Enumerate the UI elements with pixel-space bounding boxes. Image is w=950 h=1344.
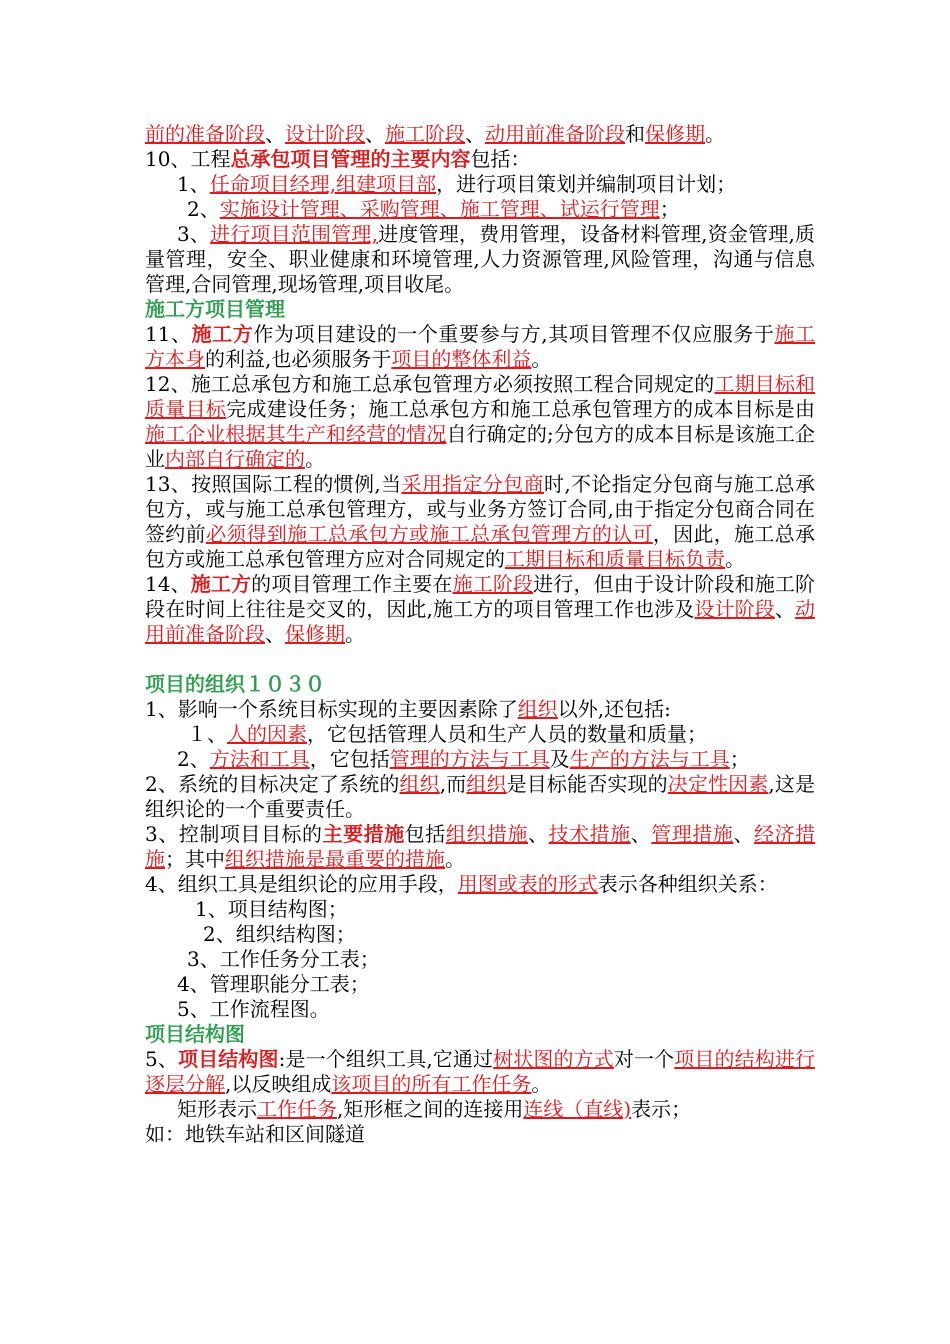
text: 进度管理，费用管理，设备材料管理,资金管理,质量管理，安全、职业健康和环境管理,人力资源管理,风险管理，沟通与信息管理,合同管理,现场管理,项目收尾。 xyxy=(145,222,815,296)
text: 、 xyxy=(630,822,652,846)
paragraph-q1-1 xyxy=(145,722,815,747)
bold-term: 主要措施 xyxy=(322,822,405,846)
text: 、 xyxy=(774,597,796,621)
text: 包括： xyxy=(470,147,531,171)
tool-item-2: 2、组织结构图； xyxy=(203,922,356,946)
underlined-term: 进行项目范围管理, xyxy=(210,222,378,246)
underlined-term: 设计阶段 xyxy=(285,122,365,146)
paragraph-q3 xyxy=(145,822,815,872)
text: 3、 xyxy=(177,222,211,246)
document-page xyxy=(145,122,815,1147)
paragraph-10-2 xyxy=(145,197,815,222)
text: 对一个 xyxy=(613,1047,675,1071)
underlined-term: 方法和工具 xyxy=(209,747,310,771)
text: 以外,还包括: xyxy=(557,697,671,721)
text: 、 xyxy=(265,122,285,146)
text: ； xyxy=(659,197,680,221)
text: ,这是组织论的一个重要责任。 xyxy=(145,772,816,821)
text: 及 xyxy=(549,747,570,771)
text: 5、 xyxy=(145,1047,178,1071)
underlined-term: 决定性因素 xyxy=(667,772,769,796)
underlined-term: 人的因素 xyxy=(227,722,307,746)
paragraph-q4 xyxy=(145,872,815,897)
underlined-term: 工期目标和质量目标 xyxy=(145,372,816,421)
text: 。 xyxy=(531,347,552,371)
underlined-term: 连线（直线) xyxy=(523,1097,632,1121)
paragraph-10 xyxy=(145,147,815,172)
text: ，因此，施工总承包方或施工总承包管理方应对合同规定的 xyxy=(145,522,815,571)
paragraph-12 xyxy=(145,372,815,472)
paragraph-q1 xyxy=(145,697,815,722)
text: ，它包括管理人员和生产人员的数量和质量； xyxy=(307,722,707,746)
text: 矩形表示 xyxy=(177,1097,257,1121)
text: 表示各种组织关系： xyxy=(597,872,778,896)
section-heading-organization: 项目的组织１０３０ xyxy=(145,672,325,696)
text: 。 xyxy=(305,447,325,471)
text: ；其中 xyxy=(165,847,225,871)
underlined-term: 施工方本身 xyxy=(145,322,816,371)
text: 1、影响一个系统目标实现的主要因素除了 xyxy=(145,697,518,721)
text: ,以反映组成 xyxy=(225,1072,332,1096)
underlined-term: 工期目标和质量目标负责 xyxy=(505,547,725,571)
text: １、 xyxy=(187,722,227,746)
text: 表示； xyxy=(631,1097,692,1121)
bold-term: 项目结构图 xyxy=(177,1047,279,1071)
section-heading-construction: 施工方项目管理 xyxy=(145,297,285,321)
underlined-term: 组织 xyxy=(466,772,507,796)
underlined-term: 管理措施 xyxy=(651,822,734,846)
text: 、 xyxy=(465,122,485,146)
text: ，它包括 xyxy=(309,747,390,771)
text: 。 xyxy=(705,122,725,146)
bold-term: 施工方 xyxy=(191,322,254,346)
text: :是一个组织工具,它通过 xyxy=(278,1047,494,1071)
underlined-term: 组织措施 xyxy=(445,822,529,846)
text: 3、控制项目目标的 xyxy=(145,822,323,846)
underlined-term: 动用前准备阶段 xyxy=(145,597,816,646)
text: 作为项目建设的一个重要参与方,其项目管理不仅应服务于 xyxy=(253,322,775,346)
text: 、 xyxy=(365,122,385,146)
underlined-term: 必须得到施工总承包方或施工总承包管理方的认可 xyxy=(205,522,653,546)
underlined-term: 组织措施是最重要的措施 xyxy=(225,847,445,871)
text: 。 xyxy=(531,1072,552,1096)
paragraph-q5-a xyxy=(145,1097,815,1122)
text: ； xyxy=(729,747,750,771)
text: 时,不论指定分包商与施工总承包方，或与施工总承包管理方，或与业务方签订合同,由于指定分包商合同在签约前 xyxy=(145,472,816,546)
text: 的项目管理工作主要在 xyxy=(251,572,453,596)
text: 自行确定的;分包方的成本目标是该施工企业 xyxy=(145,422,815,471)
underlined-term: 动用前准备阶段 xyxy=(485,122,625,146)
text: 4、组织工具是组织论的应用手段， xyxy=(145,872,458,896)
underlined-term: 任命项目经理,组建项目部 xyxy=(209,172,437,196)
paragraph-10-3 xyxy=(145,222,815,297)
text: 和 xyxy=(625,122,645,146)
tool-item-1: 1、项目结构图； xyxy=(195,897,348,921)
text: ,而 xyxy=(439,772,467,796)
underlined-term: 项目的整体利益 xyxy=(391,347,532,371)
underlined-term: 保修期 xyxy=(645,122,705,146)
text: 、 xyxy=(265,622,285,646)
text: 完成建设任务；施工总承包方和施工总承包管理方的成本目标是由 xyxy=(226,397,815,421)
paragraph-11 xyxy=(145,322,815,372)
underlined-term: 管理的方法与工具 xyxy=(389,747,550,771)
paragraph-14 xyxy=(145,572,815,647)
text: 。 xyxy=(725,547,745,571)
underlined-term: 内部自行确定的 xyxy=(165,447,305,471)
underlined-term: 设计阶段 xyxy=(694,597,775,621)
underlined-term: 经济措施 xyxy=(145,822,816,871)
underlined-term: 组织 xyxy=(399,772,440,796)
paragraph-q1-2 xyxy=(145,747,815,772)
text: 。 xyxy=(445,847,465,871)
text: 进行，但由于设计阶段和施工阶段在时间上往往是交叉的，因此,施工方的项目管理工作也涉及 xyxy=(145,572,816,621)
underlined-term: 前的准备阶段 xyxy=(145,122,265,146)
bold-term: 总承包项目管理的主要内容 xyxy=(230,147,471,171)
underlined-term: 实施设计管理、采购管理、施工管理、试运行管理 xyxy=(219,197,660,221)
underlined-term: 树状图的方式 xyxy=(493,1047,614,1071)
tool-item-4: 4、管理职能分工表； xyxy=(177,972,370,996)
paragraph-10-1 xyxy=(145,172,815,197)
text: 、 xyxy=(528,822,549,846)
text: 、 xyxy=(733,822,755,846)
paragraph-q2 xyxy=(145,772,815,822)
underlined-term: 用图或表的形式 xyxy=(457,872,598,896)
underlined-term: 该项目的所有工作任务 xyxy=(331,1072,532,1096)
text: 2、 xyxy=(177,747,210,771)
underlined-term: 施工企业根据其生产和经营的情况 xyxy=(145,422,447,446)
text: 11、 xyxy=(145,322,192,346)
text: ，进行项目策划并编制项目计划； xyxy=(436,172,737,196)
underlined-term: 组织 xyxy=(517,697,558,721)
bold-term: 施工方 xyxy=(190,572,252,596)
underlined-term: 施工阶段 xyxy=(385,122,465,146)
text: 。 xyxy=(345,622,365,646)
paragraph-q5-b: 如：地铁车站和区间隧道 xyxy=(145,1122,365,1146)
text: 包括 xyxy=(404,822,446,846)
underlined-term: 技术措施 xyxy=(548,822,631,846)
underlined-term: 生产的方法与工具 xyxy=(569,747,730,771)
text: 13、按照国际工程的惯例,当 xyxy=(145,472,402,496)
underlined-term: 项目的结构进行逐层分解 xyxy=(145,1047,816,1096)
paragraph-q5 xyxy=(145,1047,815,1097)
text: 2、系统的目标决定了系统的 xyxy=(145,772,400,796)
paragraph-stages xyxy=(145,122,815,147)
text: 1、 xyxy=(177,172,210,196)
text: 10、工程 xyxy=(145,147,231,171)
underlined-term: 工作任务 xyxy=(257,1097,337,1121)
text: 是目标能否实现的 xyxy=(506,772,668,796)
text: 12、施工总承包方和施工总承包管理方必须按照工程合同规定的 xyxy=(145,372,715,396)
text: 的利益,也必须服务于 xyxy=(205,347,392,371)
text: ,矩形框之间的连接用 xyxy=(337,1097,524,1121)
text: 14、 xyxy=(145,572,191,596)
underlined-term: 施工阶段 xyxy=(452,572,534,596)
underlined-term: 保修期 xyxy=(285,622,345,646)
text: 2、 xyxy=(187,197,220,221)
underlined-term: 采用指定分包商 xyxy=(401,472,544,496)
tool-item-5: 5、工作流程图。 xyxy=(177,997,330,1021)
paragraph-13 xyxy=(145,472,815,572)
tool-item-3: 3、工作任务分工表； xyxy=(187,947,380,971)
spacer xyxy=(145,647,815,672)
section-heading-structure: 项目结构图 xyxy=(145,1022,245,1046)
